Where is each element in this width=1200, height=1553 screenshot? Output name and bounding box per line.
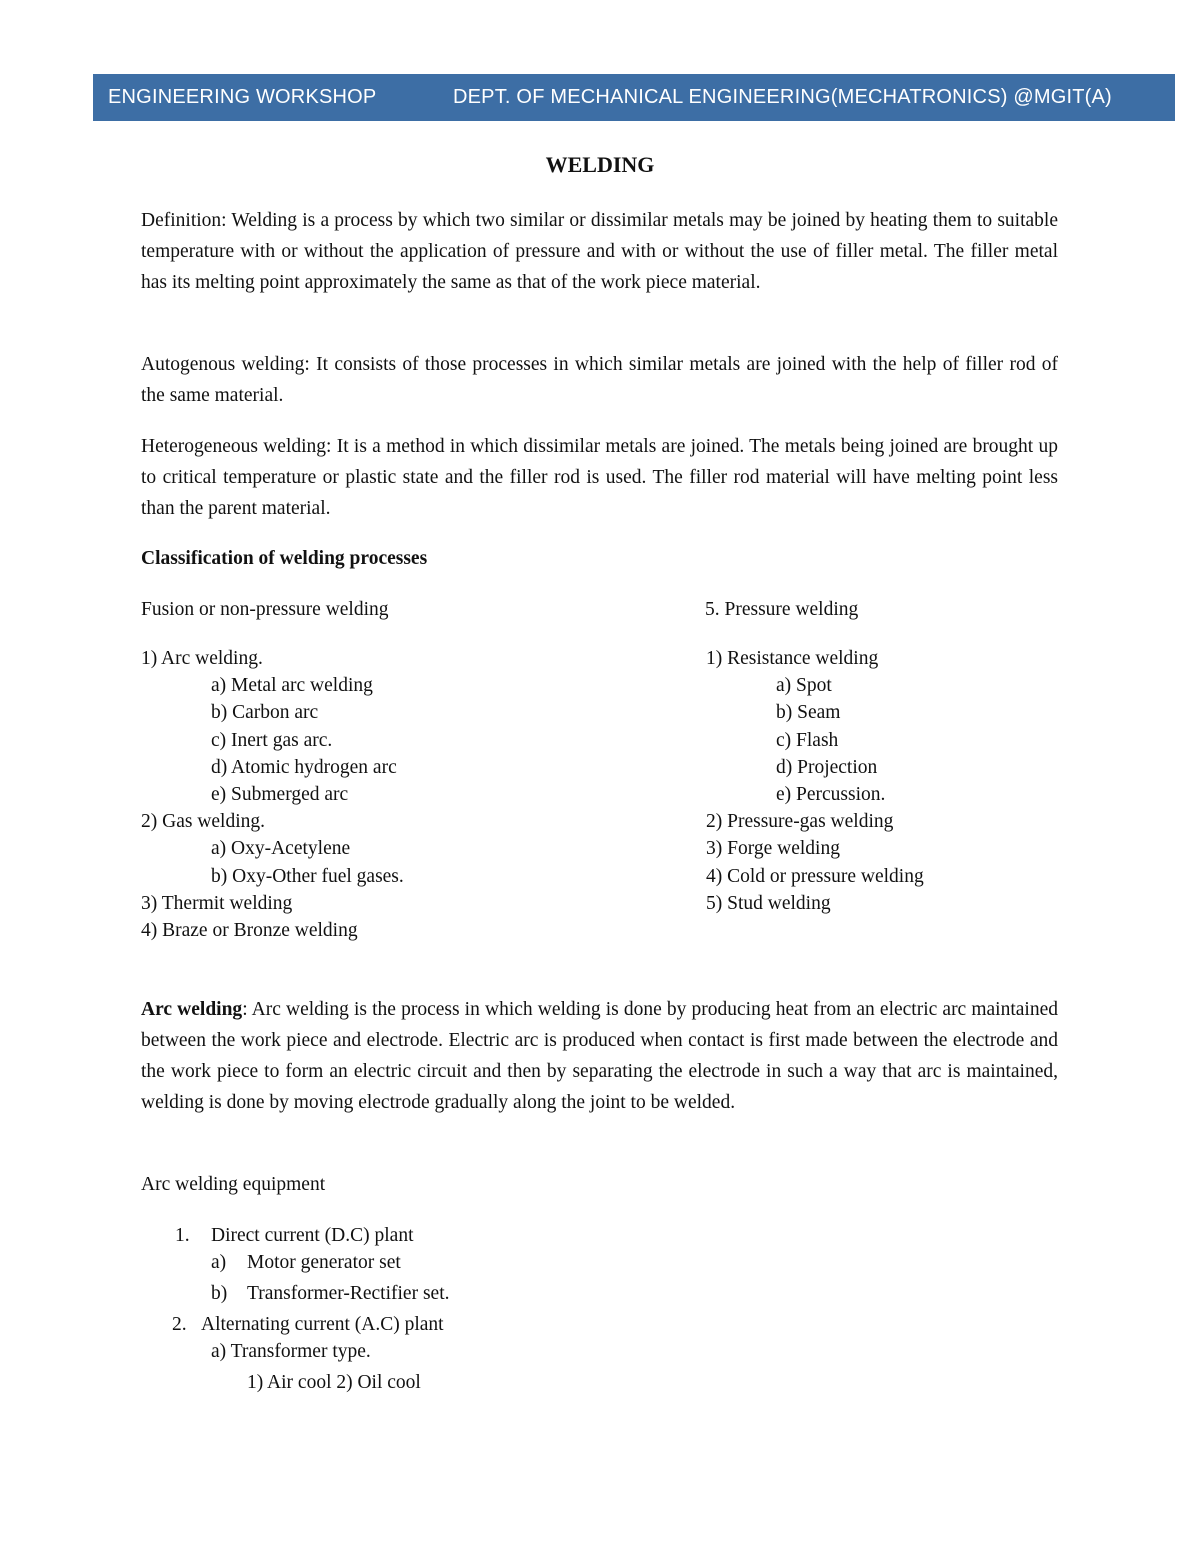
arc-welding-paragraph [141,994,1058,1118]
list-item: 2) Gas welding. [141,811,266,833]
fusion-heading: Fusion or non-pressure welding [141,599,389,620]
dc-sub-a-marker: a) [211,1252,227,1273]
page-title: WELDING [545,152,655,177]
pressure-welding-list [706,645,924,917]
list-item: c) Inert gas arc. [211,729,333,751]
list-item: a) Oxy-Acetylene [211,838,351,860]
list-item: a) Metal arc welding [211,675,373,697]
autogenous-paragraph: Autogenous welding: It consists of those processes in which similar metals are joined with the help of filler rod of the same material. [141,354,1058,406]
list-item: d) Atomic hydrogen arc [211,756,397,778]
ac-plant-item: Alternating current (A.C) plant [201,1314,444,1335]
ac-sub-a-item: a) Transformer type. [211,1341,371,1362]
equipment-num-2: 2. [172,1314,187,1335]
equipment-heading: Arc welding equipment [141,1174,326,1195]
list-item: a) Spot [776,675,832,697]
list-item: 4) Cold or pressure welding [706,865,924,887]
list-item: 2) Pressure-gas welding [706,811,894,833]
arc-welding-text: : Arc welding is the process in which welding is done by producing heat from an electric arc maintained between the work piece and electrode. Electric arc is produced when contact is first made between the electrode and the work piece to form an electric circuit and then by separating the electrode in such a way that arc is maintained, welding is done by moving electrode gradually along the joint to be welded. [141,999,1058,1113]
list-item: e) Submerged arc [211,783,349,805]
classification-heading: Classification of welding processes [141,548,428,569]
dc-sub-b-item: Transformer-Rectifier set. [247,1283,450,1304]
list-item: b) Seam [776,702,841,724]
equipment-num-1: 1. [175,1225,190,1246]
dc-sub-b-marker: b) [211,1283,228,1304]
list-item: 1) Arc welding. [141,648,263,669]
list-item: e) Percussion. [776,783,886,805]
header-right-department: DEPT. OF MECHANICAL ENGINEERING(MECHATRONICS) @MGIT(A) [453,86,1112,108]
ac-sub-a-cooling: 1) Air cool 2) Oil cool [247,1372,421,1393]
definition-paragraph: Definition: Welding is a process by which two similar or dissimilar metals may be joined by heating them to suitable temperature with or without the application of pressure and with or without the use of filler metal. The filler metal has its melting point approximately the same as that of the work piece material. [141,210,1058,293]
list-item: 3) Forge welding [706,838,840,860]
list-item: b) Carbon arc [211,702,319,724]
list-item: 5) Stud welding [706,892,831,914]
list-item: 3) Thermit welding [141,892,293,914]
header-left-title: ENGINEERING WORKSHOP [108,86,377,108]
list-item: 4) Braze or Bronze welding [141,919,358,941]
list-item: c) Flash [776,729,839,751]
fusion-welding-list [141,645,404,944]
dc-sub-a-item: Motor generator set [247,1252,401,1273]
page-header-bar [93,74,1175,121]
list-item: b) Oxy-Other fuel gases. [211,865,404,887]
dc-plant-item: Direct current (D.C) plant [211,1225,414,1246]
list-item: 1) Resistance welding [706,648,879,669]
list-item: d) Projection [776,756,878,778]
arc-welding-label: Arc welding [141,999,243,1020]
pressure-heading: 5. Pressure welding [705,599,859,620]
heterogeneous-paragraph: Heterogeneous welding: It is a method in which dissimilar metals are joined. The metals being joined are brought up to critical temperature or plastic state and the filler rod is used. The filler rod material will have melting point less than the parent material. [141,436,1058,519]
